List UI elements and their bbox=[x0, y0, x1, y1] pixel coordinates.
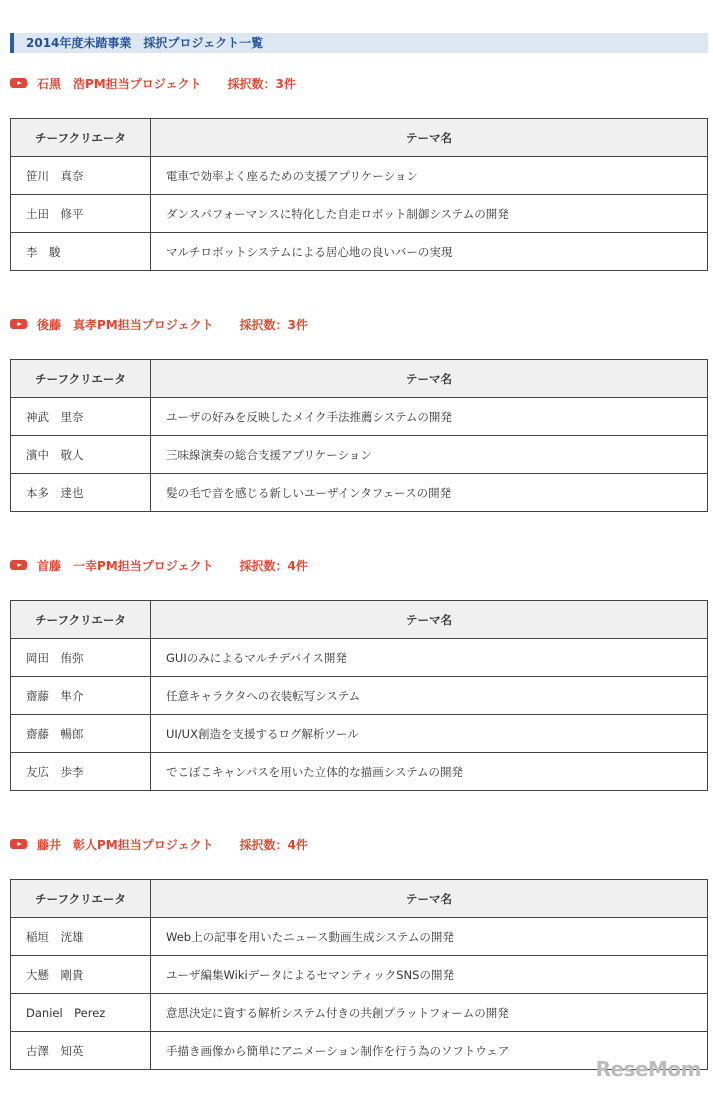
theme-name: ユーザ編集WikiデータによるセマンティックSNSの開発 bbox=[151, 956, 708, 994]
theme-name: GUIのみによるマルチデバイス開発 bbox=[151, 639, 708, 677]
pm-name: 藤井 彰人PM担当プロジェクト bbox=[37, 837, 214, 852]
creator-name: 古澤 知英 bbox=[11, 1032, 151, 1070]
pm-name: 後藤 真孝PM担当プロジェクト bbox=[37, 317, 214, 332]
pm-section bbox=[10, 555, 708, 791]
table-row bbox=[11, 639, 708, 677]
column-header-theme: テーマ名 bbox=[151, 601, 708, 639]
play-icon bbox=[10, 560, 27, 570]
theme-name: でこぼこキャンパスを用いた立体的な描画システムの開発 bbox=[151, 753, 708, 791]
creator-name: 齋藤 暢郎 bbox=[11, 715, 151, 753]
play-icon bbox=[10, 319, 27, 329]
column-header-creator: チーフクリエータ bbox=[11, 601, 151, 639]
adoption-count: 採択数：3件 bbox=[227, 76, 296, 91]
pm-heading bbox=[10, 555, 708, 575]
pm-heading bbox=[10, 314, 708, 334]
theme-name: 手描き画像から簡単にアニメーション制作を行う為のソフトウェア bbox=[151, 1032, 708, 1070]
project-table bbox=[10, 879, 708, 1070]
play-icon bbox=[10, 839, 27, 849]
creator-name: 岡田 侑弥 bbox=[11, 639, 151, 677]
creator-name: Daniel Perez bbox=[11, 994, 151, 1032]
creator-name: 友広 歩李 bbox=[11, 753, 151, 791]
column-header-creator: チーフクリエータ bbox=[11, 360, 151, 398]
column-header-creator: チーフクリエータ bbox=[11, 880, 151, 918]
pm-heading bbox=[10, 834, 708, 854]
pm-section bbox=[10, 314, 708, 512]
theme-name: Web上の記事を用いたニュース動画生成システムの開発 bbox=[151, 918, 708, 956]
table-row bbox=[11, 195, 708, 233]
table-row bbox=[11, 157, 708, 195]
theme-name: ダンスパフォーマンスに特化した自走ロボット制御システムの開発 bbox=[151, 195, 708, 233]
theme-name: 意思決定に資する解析システム付きの共創プラットフォームの開発 bbox=[151, 994, 708, 1032]
creator-name: 李 駿 bbox=[11, 233, 151, 271]
theme-name: 任意キャラクタへの衣装転写システム bbox=[151, 677, 708, 715]
theme-name: マルチロボットシステムによる居心地の良いバーの実現 bbox=[151, 233, 708, 271]
project-table bbox=[10, 118, 708, 271]
page-title: 2014年度未踏事業 採択プロジェクト一覧 bbox=[10, 33, 708, 53]
table-row bbox=[11, 994, 708, 1032]
table-header bbox=[11, 880, 708, 918]
adoption-count: 採択数：4件 bbox=[239, 837, 308, 852]
theme-name: UI/UX創造を支援するログ解析ツール bbox=[151, 715, 708, 753]
table-row bbox=[11, 436, 708, 474]
table-row bbox=[11, 753, 708, 791]
table-header bbox=[11, 601, 708, 639]
resemom-watermark: ReseMom bbox=[595, 1057, 701, 1081]
creator-name: 濱中 敬人 bbox=[11, 436, 151, 474]
theme-name: ユーザの好みを反映したメイク手法推薦システムの開発 bbox=[151, 398, 708, 436]
table-row bbox=[11, 398, 708, 436]
theme-name: 電車で効率よく座るための支援アプリケーション bbox=[151, 157, 708, 195]
creator-name: 本多 達也 bbox=[11, 474, 151, 512]
project-table bbox=[10, 359, 708, 512]
creator-name: 大懸 剛貴 bbox=[11, 956, 151, 994]
table-row bbox=[11, 233, 708, 271]
column-header-theme: テーマ名 bbox=[151, 119, 708, 157]
creator-name: 齋藤 隼介 bbox=[11, 677, 151, 715]
adoption-count: 採択数：4件 bbox=[239, 558, 308, 573]
pm-section bbox=[10, 73, 708, 271]
creator-name: 笹川 真奈 bbox=[11, 157, 151, 195]
creator-name: 稲垣 洸雄 bbox=[11, 918, 151, 956]
theme-name: 三味線演奏の総合支援アプリケーション bbox=[151, 436, 708, 474]
table-row bbox=[11, 956, 708, 994]
creator-name: 土田 修平 bbox=[11, 195, 151, 233]
column-header-theme: テーマ名 bbox=[151, 360, 708, 398]
pm-heading bbox=[10, 73, 708, 93]
creator-name: 神武 里奈 bbox=[11, 398, 151, 436]
table-row bbox=[11, 715, 708, 753]
column-header-creator: チーフクリエータ bbox=[11, 119, 151, 157]
play-icon bbox=[10, 78, 27, 88]
adoption-count: 採択数：3件 bbox=[239, 317, 308, 332]
table-row bbox=[11, 918, 708, 956]
project-table bbox=[10, 600, 708, 791]
theme-name: 髪の毛で音を感じる新しいユーザインタフェースの開発 bbox=[151, 474, 708, 512]
pm-section bbox=[10, 834, 708, 1070]
pm-name: 首藤 一幸PM担当プロジェクト bbox=[37, 558, 214, 573]
table-row bbox=[11, 677, 708, 715]
table-row bbox=[11, 474, 708, 512]
table-header bbox=[11, 119, 708, 157]
pm-name: 石黒 浩PM担当プロジェクト bbox=[37, 76, 202, 91]
column-header-theme: テーマ名 bbox=[151, 880, 708, 918]
table-header bbox=[11, 360, 708, 398]
